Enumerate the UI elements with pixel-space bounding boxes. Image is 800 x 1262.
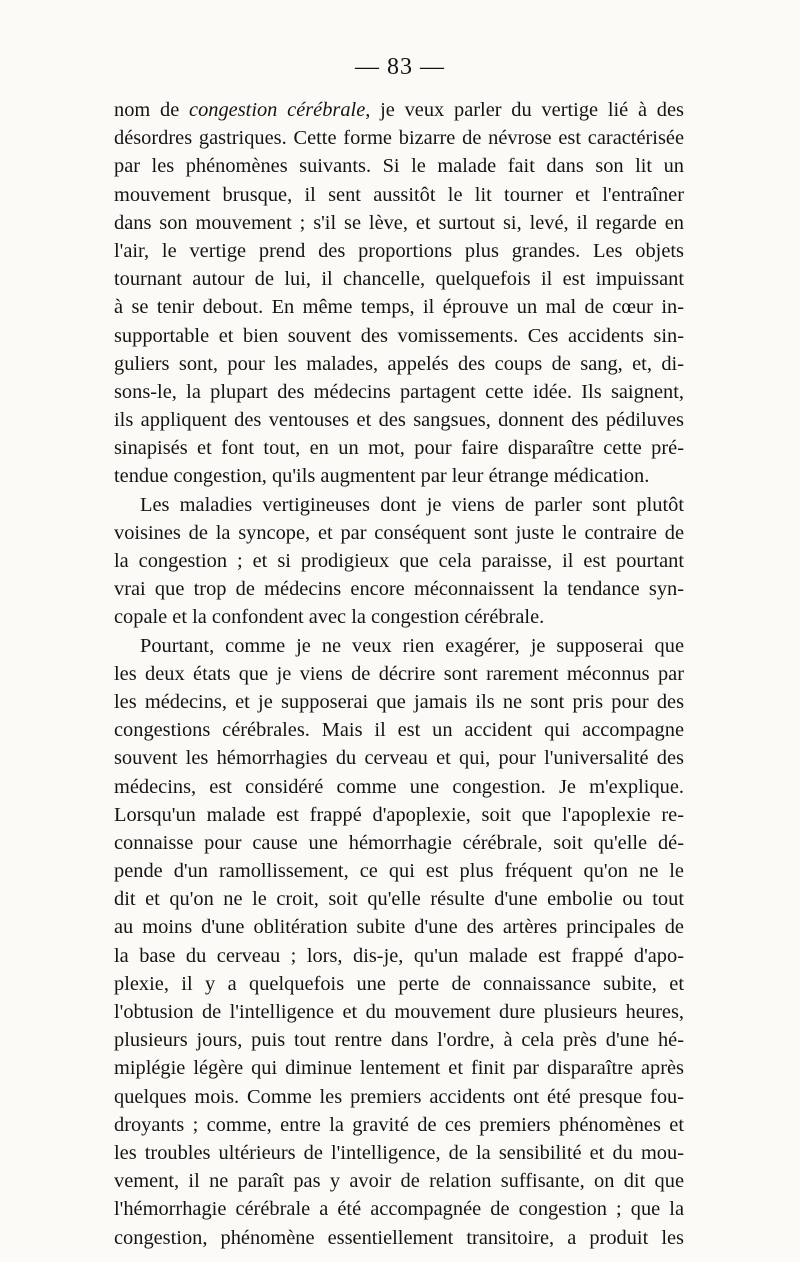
text-line: par les phénomènes suivants. Si le malade fait dans son lit un — [114, 155, 684, 178]
text-line: quelques mois. Comme les premiers accidents ont été presque fou- — [114, 1085, 684, 1108]
text-line: dans son mouvement ; s'il se lève, et surtout si, levé, il regarde en — [114, 211, 684, 234]
text-line: souvent les hémorrhagies du cerveau et qui, pour l'universalité des — [114, 747, 684, 770]
text-line: désordres gastriques. Cette forme bizarre de névrose est caractérisée — [114, 127, 684, 150]
paragraph-start-line: Pourtant, comme je ne veux rien exagérer, je supposerai que — [140, 634, 684, 657]
text-line: pende d'un ramollissement, ce qui est plus fréquent qu'on ne le — [114, 860, 684, 883]
text-line: l'obtusion de l'intelligence et du mouvement dure plusieurs heures, — [114, 1001, 684, 1023]
text-line: guliers sont, pour les malades, appelés des coups de sang, et, di- — [114, 352, 684, 375]
text-line: au moins d'une oblitération subite d'une des artères principales de — [114, 916, 684, 939]
text-line: l'air, le vertige prend des proportions plus grandes. Les objets — [114, 239, 684, 262]
text-line: plusieurs jours, puis tout rentre dans l'ordre, à cela près d'une hé- — [114, 1029, 684, 1052]
text-line: miplégie légère qui diminue lentement et finit par disparaître après — [114, 1057, 684, 1080]
text-line: les médecins, et je supposerai que jamais ils ne sont pris pour des — [114, 690, 684, 713]
text-line: congestion, phénomène essentiellement transitoire, a produit les — [114, 1226, 684, 1249]
text-line: la base du cerveau ; lors, dis-je, qu'un malade est frappé d'apo- — [114, 944, 684, 967]
text-line: copale et la confondent avec la congestion cérébrale. — [114, 606, 545, 629]
text-line: l'hémorrhagie cérébrale a été accompagnée de congestion ; que la — [114, 1198, 684, 1221]
text-line: vement, il ne paraît pas y avoir de relation suffisante, on dit que — [114, 1170, 684, 1193]
text-line: les troubles ultérieurs de l'intelligence, de la sensibilité et du mou- — [114, 1141, 684, 1164]
text-line: médecins, est considéré comme une congestion. Je m'explique. — [114, 775, 684, 798]
text-line: vrai que trop de médecins encore méconnaissent la tendance syn- — [114, 578, 684, 601]
text-line: tournant autour de lui, il chancelle, quelquefois il est impuissant — [114, 268, 684, 291]
text-line: ils appliquent des ventouses et des sangsues, donnent des pédiluves — [114, 409, 684, 432]
text-line: la congestion ; et si prodigieux que cela paraisse, il est pourtant — [114, 550, 684, 572]
text-line: supportable et bien souvent des vomissements. Ces accidents sin- — [114, 324, 684, 347]
text-line: connaisse pour cause une hémorrhagie cérébrale, soit qu'elle dé- — [114, 831, 684, 854]
text-line: à se tenir debout. En même temps, il éprouve un mal de cœur in- — [114, 296, 684, 319]
text-line: mouvement brusque, il sent aussitôt le lit tourner et l'entraîner — [114, 183, 684, 206]
text-line: tendue congestion, qu'ils augmentent par leur étrange médication. — [114, 465, 650, 488]
text-line: Lorsqu'un malade est frappé d'apoplexie, soit que l'apoplexie re- — [114, 803, 684, 826]
paragraph-start-line: Les maladies vertigineuses dont je viens de parler sont plutôt — [140, 493, 684, 516]
text-line: les deux états que je viens de décrire sont rarement méconnus par — [114, 662, 684, 685]
italic-term: congestion cérébrale — [189, 99, 366, 121]
text-line: voisines de la syncope, et par conséquent sont juste le contraire de — [114, 521, 684, 544]
text-line: droyants ; comme, entre la gravité de ces premiers phénomènes et — [114, 1113, 684, 1136]
page-number: — 83 — — [355, 54, 445, 80]
text-line: congestions cérébrales. Mais il est un accident qui accompagne — [114, 719, 684, 742]
text-line: sons-le, la plupart des médecins partagent cette idée. Ils saignent, — [114, 380, 684, 403]
text-line: dit et qu'on ne le croit, soit qu'elle résulte d'une embolie ou tout — [114, 888, 684, 911]
text-line: plexie, il y a quelquefois une perte de connaissance subite, et — [114, 972, 684, 995]
text-line: nom de congestion cérébrale, je veux parler du vertige lié à des — [114, 99, 684, 121]
text-line: sinapisés et font tout, en un mot, pour faire disparaître cette pré- — [114, 437, 684, 460]
body-text — [114, 96, 684, 1252]
